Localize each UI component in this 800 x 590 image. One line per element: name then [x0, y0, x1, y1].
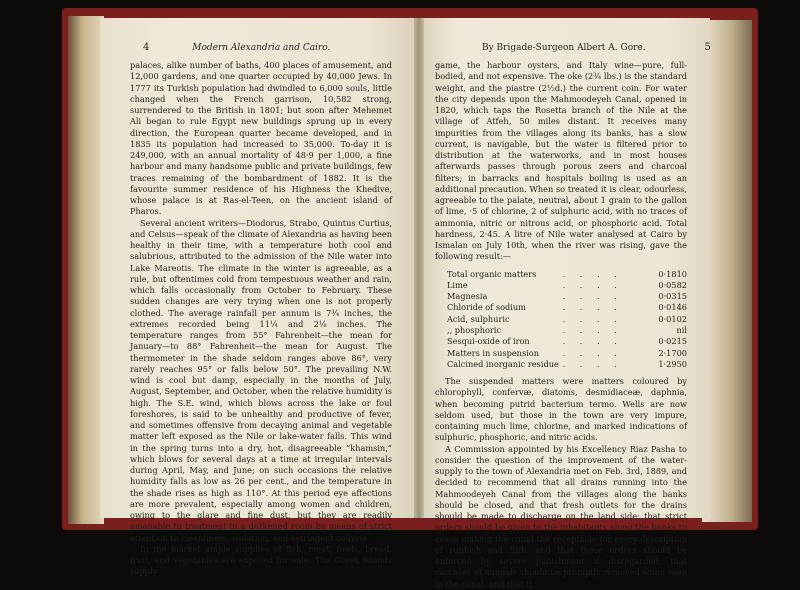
table-row: Magnesia . . . . 0·0315	[447, 291, 687, 302]
analysis-value: 0·0146	[658, 302, 687, 313]
book-gutter	[414, 18, 424, 518]
left-paragraph-2: Several ancient writers—Diodorus, Strabo, Quintus Curtius, and Celsus—speak of the climate of Alexandria as having been healthy in their time, with a temperature both cool and salubrious, attributed to the admission of the Nile water into Lake Mareotis. The climate in the winter is agreeable, as a rule, but oftentimes cold from tempestuous weather and rain, which falls occasionally from October to February. These sudden changes are very trying when one is not properly clothed. The average rainfall per annum is 7¾ inches, the extremes recorded being 11¼ and 2⅛ inches. The temperature ranges from 55° Fahrenheit—the mean for January—to 88° Fahrenheit—the mean for August. The thermometer in the shade seldom ranges above 86°, very rarely reaches 95° or falls below 50°. The prevailing N.W. wind is cool but damp, especially in the months of July, August, September, and October, when the relative humidity is high. The S.E. wind, which blows across the lake or foul foreshores, is said to be unhealthy and productive of fever, and sometimes offensive from decaying animal and vegetable matter left exposed as the Nile or lake-water falls. This wind in the spring turns into a dry, hot, disagreeable “khamsin,” which blows for several days at a time at irregular intervals during April, May, and June; on such occasions the relative humidity falls as low as 26 per cent., and the temperature in the shade rises as high as 110°. At this period eye affections are more prevalent, especially among women and children, owing to the glare and fine dust, but they are readily amenable to treatment in a darkened room by means of strict attention to cleanliness, isolation, and astringent collyria.	[130, 217, 392, 543]
analysis-value: 0·0582	[658, 279, 687, 290]
left-running-title: Modern Alexandria and Cairo.	[192, 43, 331, 53]
right-page-body	[435, 60, 687, 590]
table-row: Matters in suspension . . . . 2·1700	[447, 347, 687, 358]
right-paragraph-2: The suspended matters were matters coloured by chlorophyll, confervæ, diatoms, desmidiaceæ, daphnia, when becoming putrid bacterium termo. Wells are now seldom used, but those in the town are very impure, containing much lime, chlorine, and marked indications of sulphuric, phosphoric, and nitric acids.	[435, 376, 687, 443]
table-row: Chloride of sodium . . . . 0·0146	[447, 302, 687, 313]
analysis-value: 0·0315	[658, 291, 687, 302]
left-paragraph-3: In the market ample supplies of fish, meat, fowls, bread, fruit, and vegetables are exposed for sale. The Greek islands supply	[130, 543, 392, 577]
analysis-label: Sesqui-oxide of iron	[447, 336, 530, 347]
analysis-value: 0·1810	[658, 268, 687, 279]
left-paragraph-1: palaces, alike number of baths, 400 places of amusement, and 12,000 gardens, and one quarter occupied by 40,000 Jews. In 1777 its Turkish population had dwindled to 6,000 souls, little changed when the French garrison, 10,582 strong, surrendered to the British in 1801; but soon after Mehemet Ali began to rule Egypt new buildings sprung up in every direction, the European quarter became developed, and in 1835 its population had increased to 35,000. To-day it is 249,000, with an annual mortality of 48·9 per 1,000, a fine harbour and many handsome public and private buildings, few traces remaining of the bombardment of 1882. It is the favourite summer residence of his Highness the Khedive, whose palace is at Ras-el-Teen, on the ancient island of Pharos.	[130, 60, 392, 217]
analysis-label: Lime	[447, 279, 468, 290]
right-page-header	[482, 42, 711, 53]
table-row: Total organic matters . . . . 0·1810	[447, 268, 687, 279]
analysis-label: Total organic matters	[447, 268, 537, 279]
right-paragraph-3: A Commission appointed by his Excellency Riaz Pasha to consider the question of the improvement of the water-supply to the town of Alexandria met on Feb. 3rd, 1889, and decided to recommend that all drains running into the Mahmoodeyeh Canal from the villages along the banks should be closed, and that fresh outlets for the drains should be made to discharge on the land side; that strict orders should be given to the inhabitants along the banks to cease making the canal the receptacle for every description of rubbish and filth, and that these orders should be enforced by severe punishment if disregarded; that carcases of animals should be promptly removed when seen in the canal, and that it	[435, 443, 687, 589]
analysis-label: ,, phosphoric	[447, 324, 502, 335]
analysis-value: 0·0215	[658, 336, 687, 347]
right-paragraph-1: game, the harbour oysters, and Italy wine—pure, full-bodied, and not expensive. The oke (2¾ lbs.) is the standard weight, and the piastre (2½d.) the current coin. For water the city depends upon the Mahmoodeyeh Canal, opened in 1820, which taps the Rosetta branch of the Nile at the village of Atfeh, 50 miles distant. It receives many impurities from the villages along its banks, has a slow current, is navigable, but the water is filtered prior to distribution at the waterworks, and in most houses afterwards passes through porous zeers and charcoal filters; in barracks and hospitals boiling is used as an additional precaution. When so treated it is clear, odourless, agreeable to the palate, neutral, about 1 grain to the gallon of lime, ·5 of chlorine, 2 of sulphuric acid, with no traces of ammonia, nitric or nitrous acid, or phosphoric acid. Total hardness, 2·45. A litre of Nile water analysed at Cairo by Ismalan on July 10th, when the river was rising, gave the following result:—	[435, 60, 687, 262]
analysis-value: 2·1700	[658, 347, 687, 358]
analysis-label: Acid, sulphuric	[447, 313, 510, 324]
table-row: Sesqui-oxide of iron . . . . 0·0215	[447, 336, 687, 347]
table-row: Lime . . . . 0·0582	[447, 279, 687, 290]
table-row: Calcined inorganic residue . . . . 1·2950	[447, 358, 687, 369]
analysis-value: 1·2950	[658, 358, 687, 369]
left-page-body	[130, 60, 392, 578]
water-analysis-table	[447, 269, 687, 371]
analysis-label: Chloride of sodium	[447, 302, 526, 313]
left-page-number: 4	[143, 42, 150, 53]
table-row: Acid, sulphuric . . . . 0·0102	[447, 313, 687, 324]
page-edges-left	[68, 16, 104, 524]
right-page-number: 5	[704, 42, 711, 53]
table-row: ,, phosphoric . . . . nil	[447, 324, 687, 335]
analysis-label: Matters in suspension	[447, 347, 539, 358]
left-page-header	[143, 42, 330, 53]
analysis-label: Calcined inorganic residue	[447, 358, 559, 369]
analysis-value: nil	[676, 324, 687, 335]
analysis-label: Magnesia	[447, 291, 488, 302]
analysis-value: 0·0102	[658, 313, 687, 324]
right-running-title: By Brigade-Surgeon Albert A. Gore.	[482, 43, 646, 53]
